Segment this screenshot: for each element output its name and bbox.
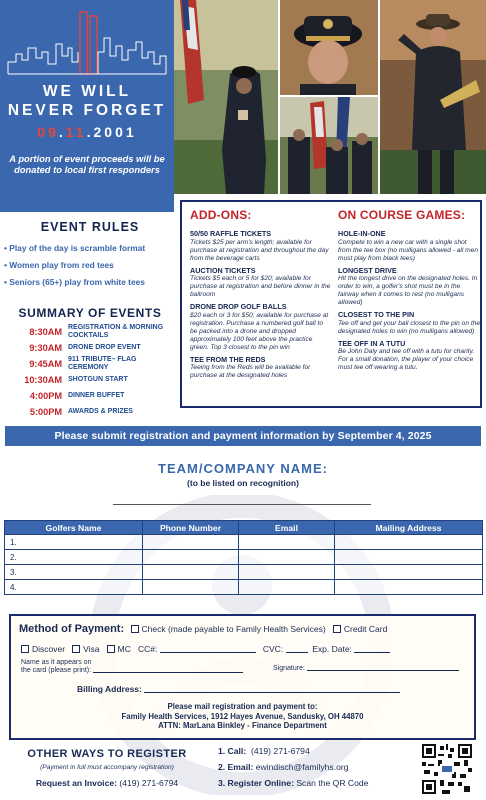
signature-field[interactable]	[307, 670, 459, 671]
team-name-subtitle: (to be listed on recognition)	[187, 478, 299, 488]
visa-label: Visa	[83, 644, 100, 654]
schedule-row	[4, 388, 176, 404]
game-item	[338, 311, 480, 336]
invoice-phone[interactable]: (419) 271-6794	[119, 778, 179, 788]
addon-desc: Teeing from the Reds will be available for purchase at the designated holes	[190, 364, 311, 379]
table-row	[5, 535, 483, 550]
check-checkbox[interactable]	[131, 625, 139, 633]
phone-cell[interactable]	[143, 535, 239, 550]
schedule-time: 9:45AM	[29, 359, 62, 369]
visa-checkbox[interactable]	[72, 645, 80, 653]
mc-checkbox[interactable]	[107, 645, 115, 653]
game-desc: Compete to win a new car with a single shot from the tee box (no mulligans allowed - all men must play from black tees)	[338, 238, 479, 262]
address-cell[interactable]	[335, 580, 483, 595]
summary-of-events	[4, 306, 176, 420]
deadline-banner: Please submit registration and payment information by September 4, 2025	[5, 426, 481, 446]
signature-label: Signature:	[273, 665, 305, 672]
game-desc: Hit the longest drive on the designated holes. In order to win, a golfer's shot must be in the fairway when it comes to rest (no mulligans allowed)	[338, 275, 478, 306]
email-link[interactable]: ewindisch@familyhs.org	[255, 762, 349, 772]
email-cell[interactable]	[239, 550, 335, 565]
game-item	[338, 267, 480, 308]
payment-title: Method of Payment:	[19, 623, 125, 635]
hero	[0, 0, 486, 196]
addon-desc: Tickets $5 each or 5 for $20; available for purchase at registration and before dinner in the ballroom	[190, 275, 331, 298]
schedule-row	[4, 372, 176, 388]
table-header-row	[5, 521, 483, 535]
golfer-name-cell[interactable]: 1.	[5, 535, 143, 550]
golfers-table	[4, 520, 483, 595]
other-ways-note: (Payment in full must accompany registration)	[40, 764, 174, 771]
mc-label: MC	[117, 644, 131, 654]
card-details-row	[21, 644, 390, 654]
credit-card-label: Credit Card	[343, 624, 388, 634]
header-mailing-address: Mailing Address	[335, 521, 483, 535]
date-day: 11	[65, 124, 87, 140]
addon-title: AUCTION TICKETS	[190, 265, 256, 275]
memorial-banner	[0, 0, 174, 212]
event-rules-title: EVENT RULES	[40, 220, 140, 234]
game-desc: Be John Daly and tee off with a tutu for charity. For a small donation, the player of your choice must tee off wearing a tutu.	[338, 348, 475, 371]
invoice-label: Request an Invoice:	[35, 778, 117, 788]
date-month: 09	[37, 124, 59, 140]
team-name-title: TEAM/COMPANY NAME:	[158, 461, 328, 476]
team-name-field[interactable]	[113, 504, 371, 505]
games-column	[338, 208, 480, 376]
register-online	[218, 778, 368, 788]
memorial-date: 09.11.2001	[37, 124, 137, 140]
register-call	[218, 746, 310, 756]
exp-date-label: Exp. Date:	[312, 644, 352, 654]
cardholder-label-1: Name as it appears on	[21, 659, 92, 666]
donation-note: A portion of event proceeds will be donated to local first responders	[9, 153, 165, 175]
game-title: HOLE-IN-ONE	[338, 229, 386, 238]
rule-item: • Play of the day is scramble format	[4, 240, 176, 257]
addon-desc: Tickets $25 per arm's length; available for purchase at registration and throughout the day from the beverage carts	[190, 238, 329, 262]
game-title: TEE OFF IN A TUTU	[338, 338, 406, 348]
addon-title: 50/50 RAFFLE TICKETS	[190, 229, 272, 238]
cc-number-field[interactable]	[160, 652, 256, 653]
call-label: 1. Call:	[218, 746, 247, 756]
event-rules	[4, 220, 176, 291]
address-cell[interactable]	[335, 535, 483, 550]
schedule-desc: DRONE DROP EVENT	[68, 344, 141, 352]
billing-address-row	[77, 684, 400, 694]
schedule-desc: SHOTGUN START	[68, 376, 128, 384]
schedule-desc: AWARDS & PRIZES	[68, 408, 133, 416]
address-cell[interactable]	[335, 565, 483, 580]
game-desc: Tee off and get your ball closest to the pin on the designated holes to win (no mulligans allowed)	[338, 319, 480, 335]
game-item	[338, 230, 480, 263]
check-label: Check (made payable to Family Health Services)	[141, 624, 326, 634]
addon-item	[190, 303, 332, 352]
schedule-time: 4:00PM	[29, 391, 62, 401]
schedule-desc: DINNER BUFFET	[68, 392, 125, 400]
table-row	[5, 565, 483, 580]
discover-label: Discover	[32, 644, 66, 654]
ceremony-photos	[174, 0, 486, 194]
honor-guard-photo	[174, 0, 278, 194]
payment-method-row	[19, 623, 387, 635]
addons-column	[190, 208, 332, 384]
address-cell[interactable]	[335, 550, 483, 565]
email-cell[interactable]	[239, 580, 335, 595]
game-title: CLOSEST TO THE PIN	[338, 310, 415, 319]
game-item	[338, 340, 480, 373]
call-phone[interactable]: (419) 271-6794	[250, 746, 310, 756]
addon-item	[190, 356, 332, 381]
addon-desc: $20 each or 3 for $50; available for purchase at registration. Purchase a numbered golf ball to be packed into a drone and dropped approximately 100 feet above the practice green. Top 3 closest to the pin win	[190, 311, 329, 351]
banner-headline	[0, 82, 174, 120]
schedule-row	[4, 404, 176, 420]
summary-title: SUMMARY OF EVENTS	[18, 306, 162, 320]
cc-number-label: CC#:	[137, 644, 158, 654]
cvc-label: CVC:	[262, 644, 284, 654]
addon-item	[190, 267, 332, 300]
table-row	[5, 550, 483, 565]
phone-cell[interactable]	[143, 565, 239, 580]
register-email	[218, 762, 349, 772]
other-ways-title: OTHER WAYS TO REGISTER	[27, 748, 187, 760]
addon-item	[190, 230, 332, 263]
invoice-row	[4, 778, 210, 788]
mail-line: ATTN: MarLana Binkley - Finance Department	[158, 721, 327, 731]
table-row	[5, 580, 483, 595]
billing-address-field[interactable]	[144, 692, 400, 693]
cardholder-label-2: the card (please print):	[21, 666, 92, 674]
payment-box	[9, 614, 476, 740]
qr-code-icon[interactable]	[422, 744, 472, 794]
addon-title: DRONE DROP GOLF BALLS	[190, 302, 287, 311]
mailing-instructions	[11, 702, 474, 731]
cardholder-name-row	[21, 659, 243, 674]
flag-ceremony-photo	[280, 97, 378, 194]
golfer-name-cell[interactable]: 2.	[5, 550, 143, 565]
billing-address-label: Billing Address:	[77, 684, 142, 694]
golfer-name-cell[interactable]: 4.	[5, 580, 143, 595]
schedule-row	[4, 324, 176, 340]
schedule-row	[4, 340, 176, 356]
mail-line: Family Health Services, 1912 Hayes Avenue, Sandusky, OH 44870	[121, 711, 364, 721]
trumpeter-salute-photo	[380, 0, 486, 194]
email-cell[interactable]	[239, 535, 335, 550]
discover-checkbox[interactable]	[21, 645, 29, 653]
schedule-time: 8:30AM	[29, 327, 62, 337]
email-cell[interactable]	[239, 565, 335, 580]
banner-tail	[0, 194, 174, 214]
headline-line-2: NEVER FORGET	[7, 102, 167, 119]
online-instructions: Scan the QR Code	[296, 778, 369, 788]
header-email: Email	[239, 521, 335, 535]
rule-item: • Women play from red tees	[4, 257, 176, 274]
cvc-field[interactable]	[286, 652, 308, 653]
officer-cap-photo	[280, 0, 378, 95]
addon-title: TEE FROM THE REDS	[190, 354, 266, 364]
schedule-time: 10:30AM	[24, 375, 62, 385]
phone-cell[interactable]	[143, 550, 239, 565]
game-title: LONGEST DRIVE	[338, 265, 397, 275]
header-phone-number: Phone Number	[143, 521, 239, 535]
mail-line: Please mail registration and payment to:	[167, 702, 318, 711]
signature-row	[273, 665, 459, 672]
addons-box	[180, 200, 482, 408]
schedule-desc: 911 TRIBUTE– FLAG CEREMONY	[68, 356, 137, 371]
date-year: 2001	[93, 124, 137, 140]
cardholder-name-field[interactable]	[93, 672, 243, 673]
schedule-time: 9:30AM	[29, 343, 62, 353]
email-label: 2. Email:	[218, 762, 254, 772]
rule-item: • Seniors (65+) play from white tees	[4, 274, 176, 291]
header-golfers-name: Golfers Name	[5, 521, 143, 535]
phone-cell[interactable]	[143, 580, 239, 595]
skyline-graphic	[6, 8, 168, 78]
schedule-row	[4, 356, 176, 372]
exp-date-field[interactable]	[354, 652, 390, 653]
schedule-time: 5:00PM	[29, 407, 62, 417]
games-title: ON COURSE GAMES:	[338, 208, 466, 222]
credit-card-checkbox[interactable]	[333, 625, 341, 633]
schedule-desc: REGISTRATION & MORNING COCKTAILS	[68, 324, 164, 339]
headline-line-1: WE WILL	[42, 83, 132, 100]
event-rules-list	[4, 240, 176, 291]
golfer-name-cell[interactable]: 3.	[5, 565, 143, 580]
online-label: 3. Register Online:	[218, 778, 294, 788]
addons-title: ADD-ONS:	[190, 208, 252, 222]
